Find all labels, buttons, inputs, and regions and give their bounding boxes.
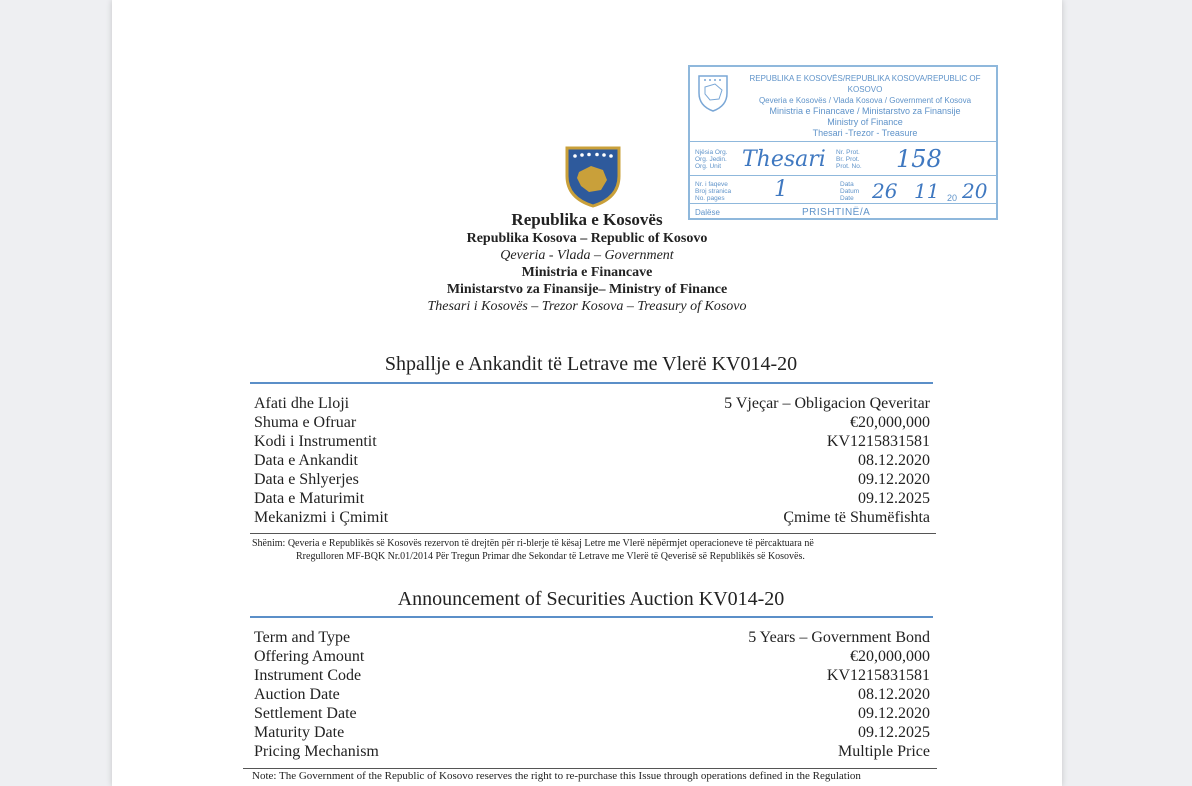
header-republic-translations: Republika Kosova – Republic of Kosovo	[466, 231, 708, 246]
handwritten-unit: Thesari	[742, 147, 826, 172]
coat-of-arms-icon	[695, 73, 731, 113]
table-row: Pricing Mechanism Multiple Price	[254, 743, 930, 760]
stamp-line-5: Thesari -Trezor - Treasure	[812, 128, 918, 138]
stamp-line-1: REPUBLIKA E KOSOVËS/REPUBLIKA KOSOVA/REPUBLIC OF KOSOVO	[749, 74, 981, 94]
table-row: Mekanizmi i Çmimit Çmime të Shumëfishta	[254, 509, 930, 526]
handwritten-day: 26	[872, 179, 898, 203]
document-page	[112, 0, 1062, 786]
english-note-line-1: Note: The Government of the Republic of Kosovo reserves the right to re-purchase this Issue through operations defined in the Regulation	[252, 770, 861, 782]
albanian-section-title: Shpallje e Ankandit të Letrave me Vlerë KV014-20	[384, 353, 798, 375]
table-row: Term and Type 5 Years – Government Bond	[254, 629, 930, 646]
stamp-city: PRISHTINË/A	[802, 207, 871, 218]
table-row: Shuma e Ofruar €20,000,000	[254, 414, 930, 431]
header-treasury: Thesari i Kosovës – Trezor Kosova – Treasury of Kosovo	[427, 299, 747, 314]
section-rule	[250, 382, 933, 384]
table-row: Instrument Code KV1215831581	[254, 667, 930, 684]
table-row: Afati dhe Lloji 5 Vjeçar – Obligacion Qeveritar	[254, 395, 930, 412]
protocol-label: Nr. Prot. Br. Prot. Prot. No.	[836, 149, 862, 170]
handwritten-year: 20	[962, 179, 988, 203]
table-row: Data e Maturimit 09.12.2025	[254, 490, 930, 507]
stamp-divider	[690, 141, 996, 142]
table-row: Settlement Date 09.12.2020	[254, 705, 930, 722]
outgoing-label: Dalëse	[695, 208, 720, 217]
stamp-line-3: Ministria e Financave / Ministarstvo za Finansije	[769, 106, 961, 116]
header-government: Qeveria - Vlada – Government	[500, 248, 674, 263]
header-republic: Republika e Kosovës	[511, 210, 663, 229]
handwritten-pages: 1	[774, 177, 788, 202]
pages-label: Nr. i faqeve Broj stranica No. pages	[695, 181, 732, 202]
stamp-header	[734, 73, 996, 139]
stamp-line-4: Ministry of Finance	[827, 117, 903, 127]
table-row: Data e Ankandit 08.12.2020	[254, 452, 930, 469]
stamp-divider	[690, 175, 996, 176]
header-ministry-translations: Ministarstvo za Finansije– Ministry of Finance	[446, 282, 728, 297]
stamp-line-2: Qeveria e Kosovës / Vlada Kosova / Government of Kosova	[758, 96, 972, 105]
albanian-note-line-1: Shënim: Qeveria e Republikës së Kosovës rezervon të drejtën për ri-blerje të kësaj Letre me Vlerë nëpërmjet operacioneve të përcaktuara në	[252, 538, 814, 549]
albanian-note-line-2: Rregulloren MF-BQK Nr.01/2014 Për Tregun Primar dhe Sekondar të Letrave me Vlerë të Qeverisë së Republikës së Kosovës.	[296, 551, 805, 562]
treasury-stamp	[688, 65, 998, 220]
stamp-divider	[690, 203, 996, 204]
kosovo-coat-of-arms-icon	[565, 146, 621, 208]
english-section-title: Announcement of Securities Auction KV014-20	[397, 588, 785, 610]
table-row: Offering Amount €20,000,000	[254, 648, 930, 665]
org-unit-label: Njësia Org. Org. Jedin. Org. Unit	[695, 149, 728, 170]
note-rule	[250, 533, 936, 534]
date-label: Data Datum Date	[840, 181, 860, 202]
table-row: Auction Date 08.12.2020	[254, 686, 930, 703]
header-ministry: Ministria e Financave	[521, 265, 653, 280]
section-rule	[250, 616, 933, 618]
table-row: Data e Shlyerjes 09.12.2020	[254, 471, 930, 488]
note-rule	[243, 768, 937, 769]
year-prefix: 20	[947, 193, 958, 203]
handwritten-protocol-number: 158	[896, 145, 942, 173]
table-row: Maturity Date 09.12.2025	[254, 724, 930, 741]
table-row: Kodi i Instrumentit KV1215831581	[254, 433, 930, 450]
handwritten-month: 11	[914, 179, 940, 203]
